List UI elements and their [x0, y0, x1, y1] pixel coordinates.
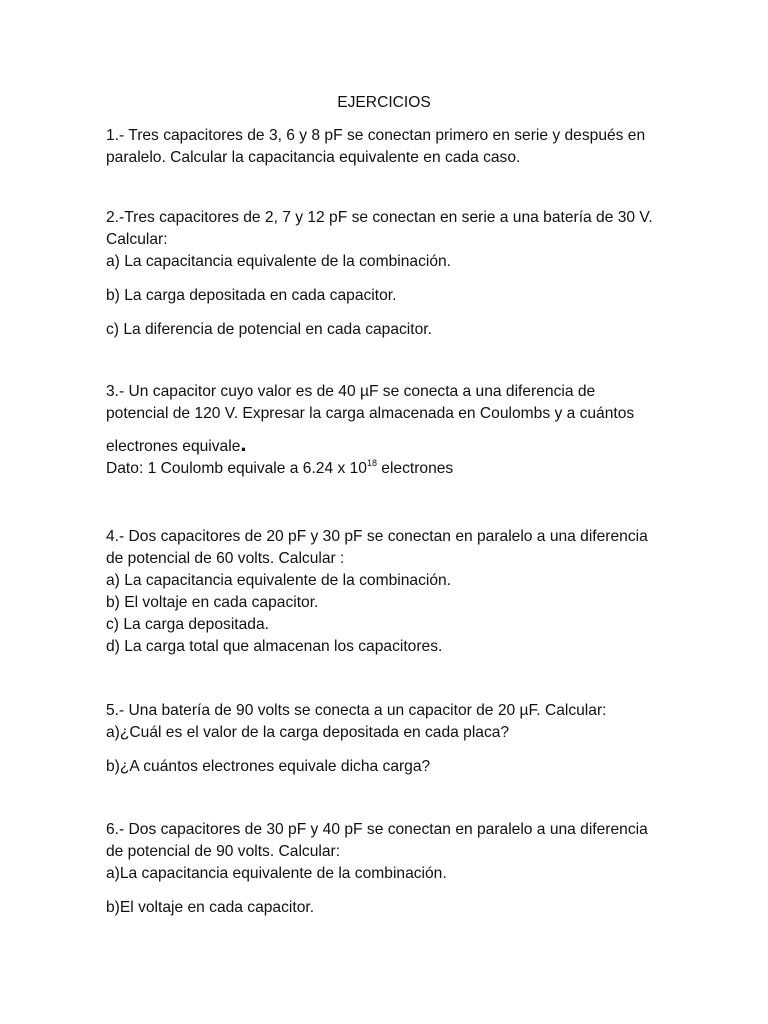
exercise-4-line-2: de potencial de 60 volts. Calcular :: [106, 550, 345, 567]
exercise-2-item-c: c) La diferencia de potencial en cada capacitor.: [106, 321, 432, 338]
exercise-1: [106, 125, 686, 169]
exercise-5: [106, 700, 686, 778]
dato-suffix: electrones: [376, 460, 454, 477]
exercise-1-line-2: paralelo. Calcular la capacitancia equivalente en cada caso.: [106, 149, 521, 166]
exercise-2-item-a: a) La capacitancia equivalente de la combinación.: [106, 253, 452, 270]
exercise-1-line-1: 1.- Tres capacitores de 3, 6 y 8 pF se conectan primero en serie y después en: [106, 127, 646, 144]
exercise-5-item-b: b)¿A cuántos electrones equivale dicha carga?: [106, 758, 431, 775]
exercise-2-line-2: Calcular:: [106, 231, 168, 248]
exercise-5-line-1: 5.- Una batería de 90 volts se conecta a un capacitor de 20 µF. Calcular:: [106, 702, 607, 719]
exercise-3-line-3-wrap: [106, 431, 686, 458]
exercise-6: [106, 819, 686, 919]
document-title: EJERCICIOS: [337, 94, 431, 111]
exercise-6-item-a: a)La capacitancia equivalente de la combinación.: [106, 865, 447, 882]
exercise-4-item-d: d) La carga total que almacenan los capacitores.: [106, 638, 443, 655]
dato-prefix: Dato: 1 Coulomb equivale a 6.24 x 10: [106, 460, 367, 477]
exercise-3-dato: [106, 458, 686, 480]
exercise-4-item-c: c) La carga depositada.: [106, 616, 269, 633]
exercise-3-line-3-dot: .: [240, 431, 247, 456]
exercise-6-line-1: 6.- Dos capacitores de 30 pF y 40 pF se conectan en paralelo a una diferencia: [106, 821, 648, 838]
exercise-3-line-3: electrones equivale: [106, 438, 241, 455]
dato-exponent: 18: [366, 458, 377, 468]
exercise-6-line-2: de potencial de 90 volts. Calcular:: [106, 843, 341, 860]
exercise-4-item-a: a) La capacitancia equivalente de la combinación.: [106, 572, 452, 589]
exercise-2-item-b: b) La carga depositada en cada capacitor.: [106, 287, 397, 304]
exercise-5-item-a: a)¿Cuál es el valor de la carga depositada en cada placa?: [106, 724, 510, 741]
exercise-4-line-1: 4.- Dos capacitores de 20 pF y 30 pF se conectan en paralelo a una diferencia: [106, 528, 648, 545]
exercise-4: [106, 526, 686, 658]
exercise-2-line-1: 2.-Tres capacitores de 2, 7 y 12 pF se conectan en serie a una batería de 30 V.: [106, 209, 653, 226]
exercise-3: [106, 381, 686, 480]
exercise-4-item-b: b) El voltaje en cada capacitor.: [106, 594, 319, 611]
exercise-6-item-b: b)El voltaje en cada capacitor.: [106, 899, 315, 916]
exercise-3-line-2: potencial de 120 V. Expresar la carga almacenada en Coulombs y a cuántos: [106, 405, 635, 422]
exercise-2: [106, 207, 686, 341]
exercise-3-line-1: 3.- Un capacitor cuyo valor es de 40 µF se conecta a una diferencia de: [106, 383, 596, 400]
